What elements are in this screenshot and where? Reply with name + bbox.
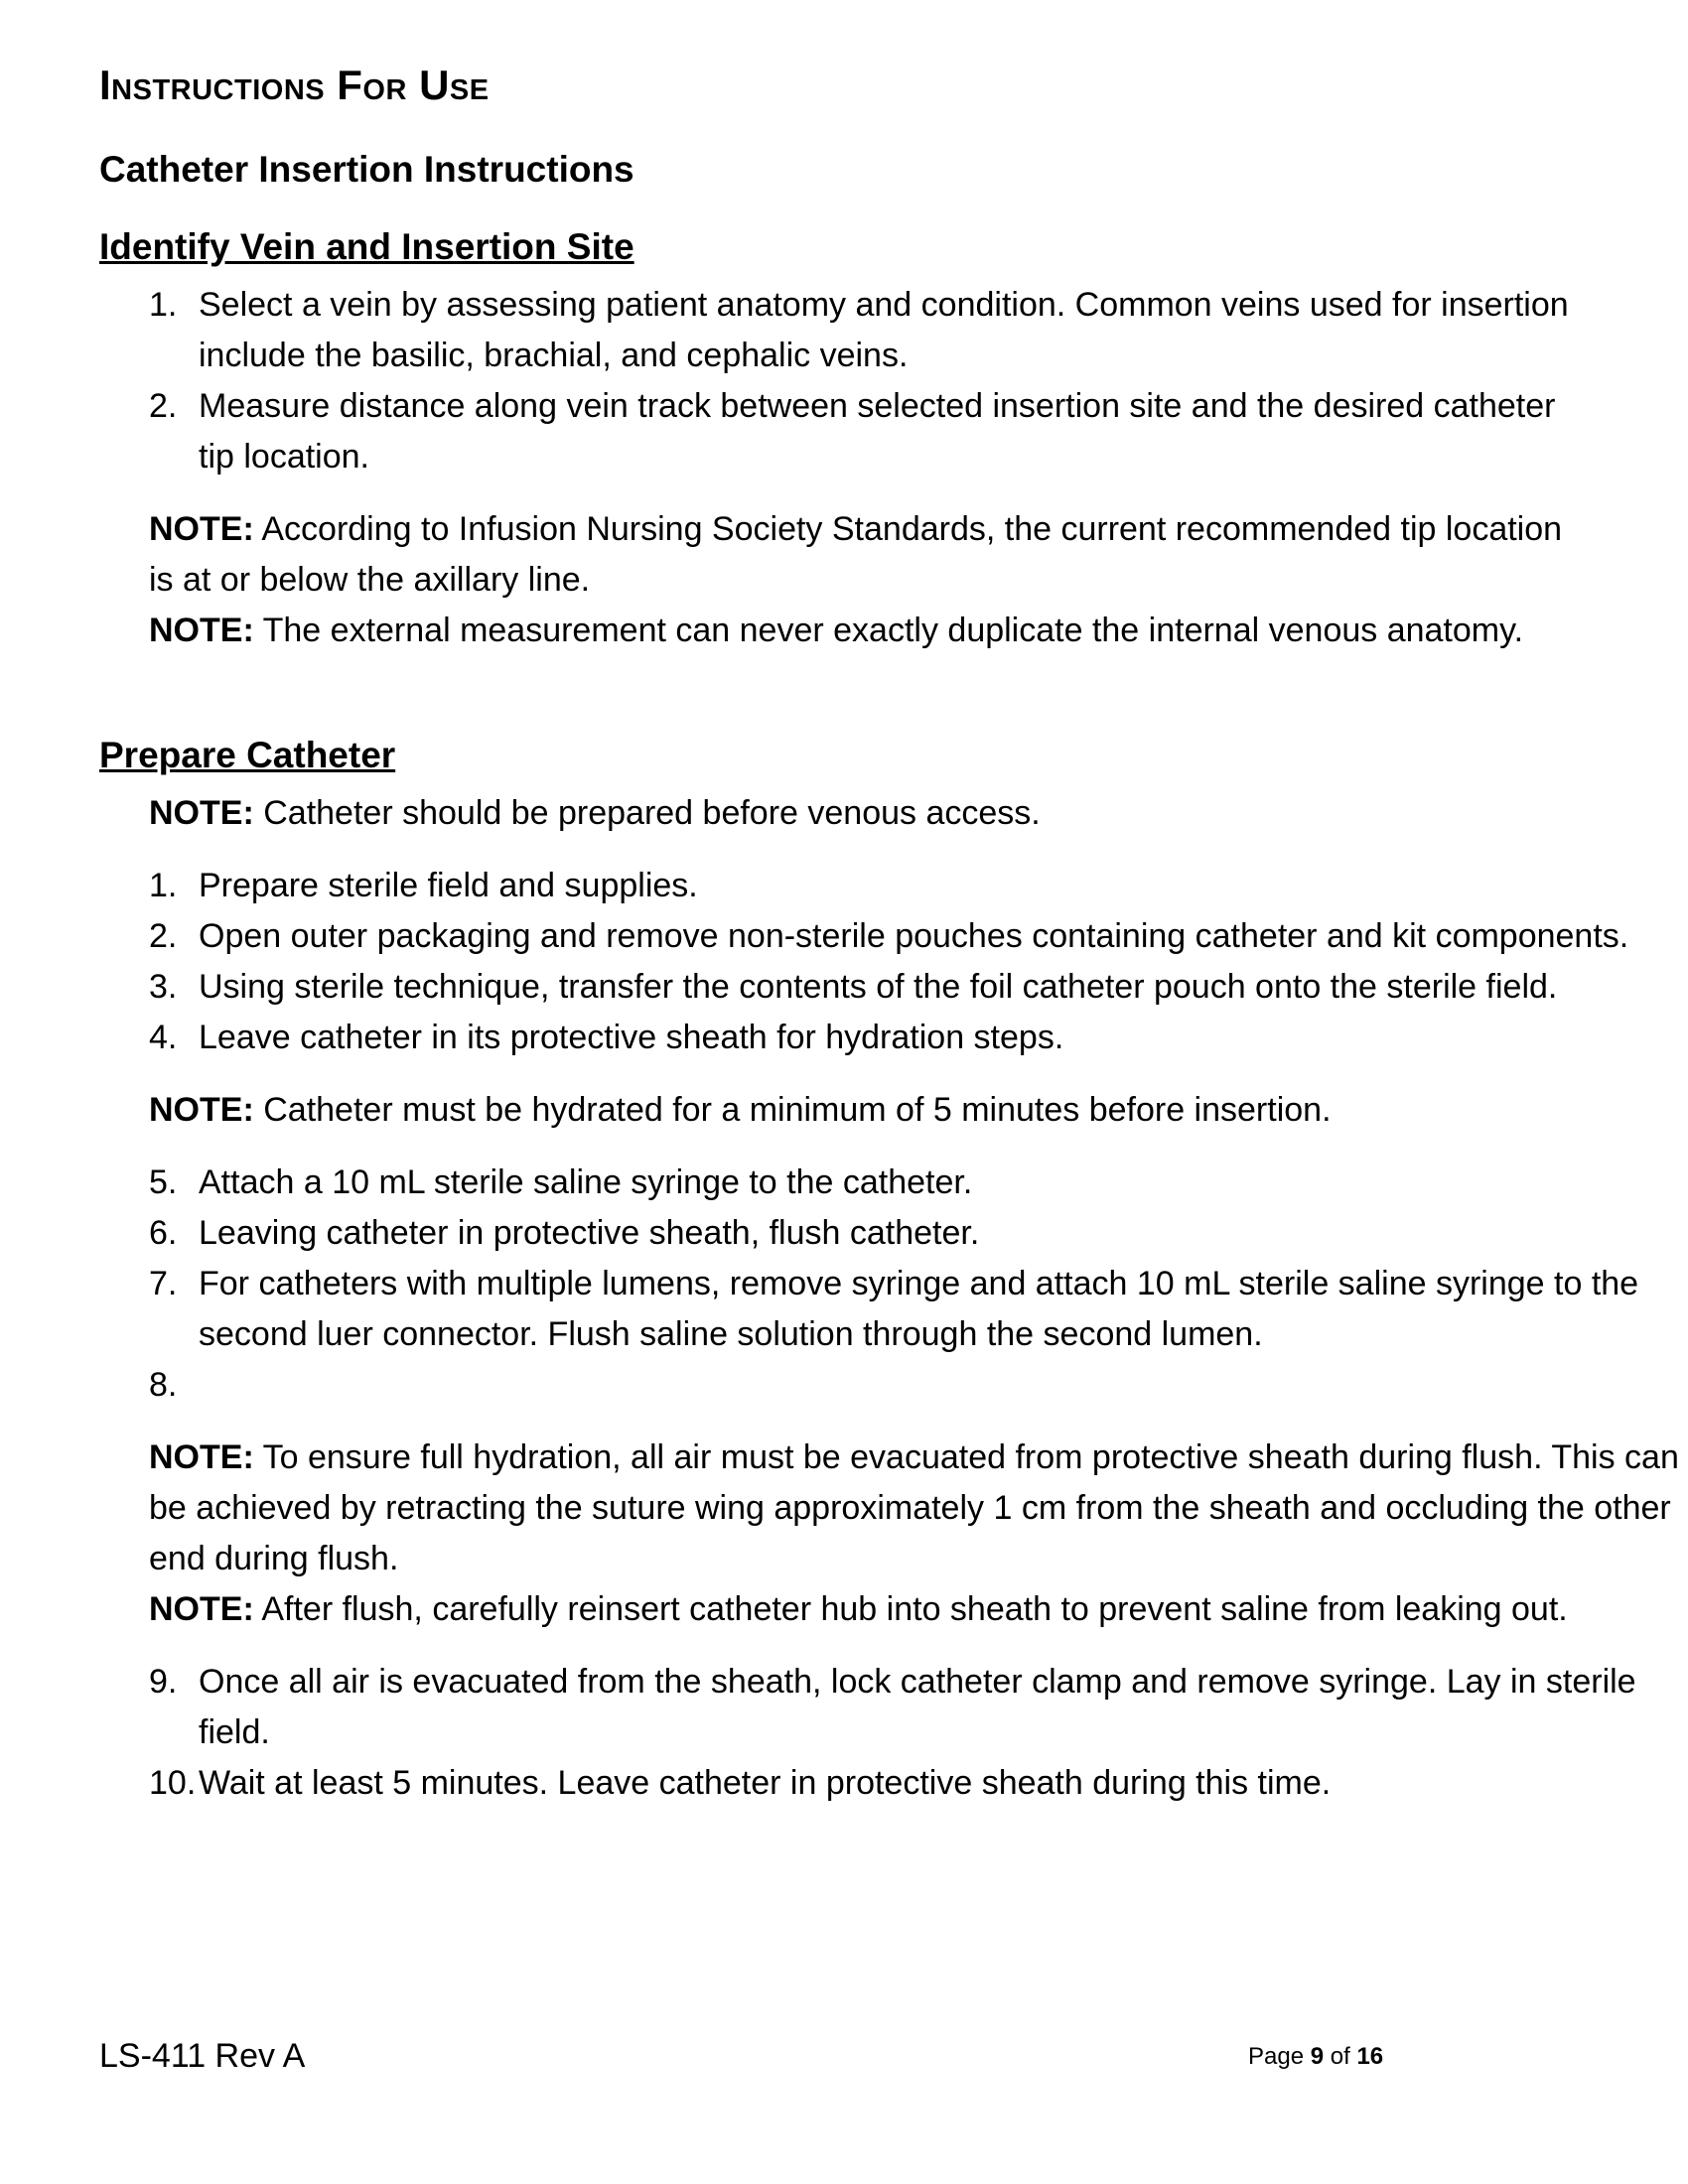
list-item: 5. Attach a 10 mL sterile saline syringe to the catheter. <box>149 1163 973 1201</box>
list-item: 1. Select a vein by assessing patient anatomy and condition. Common veins used for insertion include the basilic, brachial, and cephalic veins. <box>149 286 1569 374</box>
section-heading: Catheter Insertion Instructions <box>99 149 634 190</box>
note: NOTE: Catheter must be hydrated for a minimum of 5 minutes before insertion. <box>149 1091 1332 1129</box>
list-item: 10. Wait at least 5 minutes. Leave catheter in protective sheath during this time. <box>149 1764 1332 1802</box>
page-title: Instructions For Use <box>99 62 490 108</box>
list-item: 9. Once all air is evacuated from the sheath, lock catheter clamp and remove syringe. Lay in sterile field. <box>149 1663 1636 1751</box>
list-item: 6. Leaving catheter in protective sheath, flush catheter. <box>149 1214 980 1252</box>
list-item: 8. <box>149 1366 178 1404</box>
identify-list <box>149 280 1589 656</box>
page-number: Page 9 of 16 <box>1248 2043 1384 2070</box>
prepare-list <box>149 788 1688 1809</box>
list-item: 7. For catheters with multiple lumens, remove syringe and attach 10 mL sterile saline syringe to the second luer connector. Flush saline solution through the second lumen. <box>149 1265 1639 1353</box>
prepare-heading: Prepare Catheter <box>99 735 396 775</box>
list-item: 1. Prepare sterile field and supplies. <box>149 867 698 904</box>
note: NOTE: Catheter should be prepared before venous access. <box>149 794 1041 832</box>
note: NOTE: After flush, carefully reinsert catheter hub into sheath to prevent saline from leaking out. <box>149 1590 1568 1628</box>
list-item: 4. Leave catheter in its protective sheath for hydration steps. <box>149 1019 1064 1056</box>
list-item: 3. Using sterile technique, transfer the contents of the foil catheter pouch onto the sterile field. <box>149 968 1558 1006</box>
note: NOTE: The external measurement can never exactly duplicate the internal venous anatomy. <box>149 612 1524 649</box>
document-id: LS-411 Rev A <box>99 2037 306 2075</box>
note: NOTE: According to Infusion Nursing Society Standards, the current recommended tip location is at or below the axillary line. <box>149 510 1563 599</box>
identify-heading: Identify Vein and Insertion Site <box>99 226 634 267</box>
list-item: 2. Open outer packaging and remove non-sterile pouches containing catheter and kit components. <box>149 917 1629 955</box>
list-item: 2. Measure distance along vein track between selected insertion site and the desired catheter tip location. <box>149 387 1556 476</box>
note: NOTE: To ensure full hydration, all air must be evacuated from protective sheath during flush. This can be achieved by retracting the suture wing approximately 1 cm from the sheath and occluding the other end during flush. <box>149 1438 1679 1577</box>
